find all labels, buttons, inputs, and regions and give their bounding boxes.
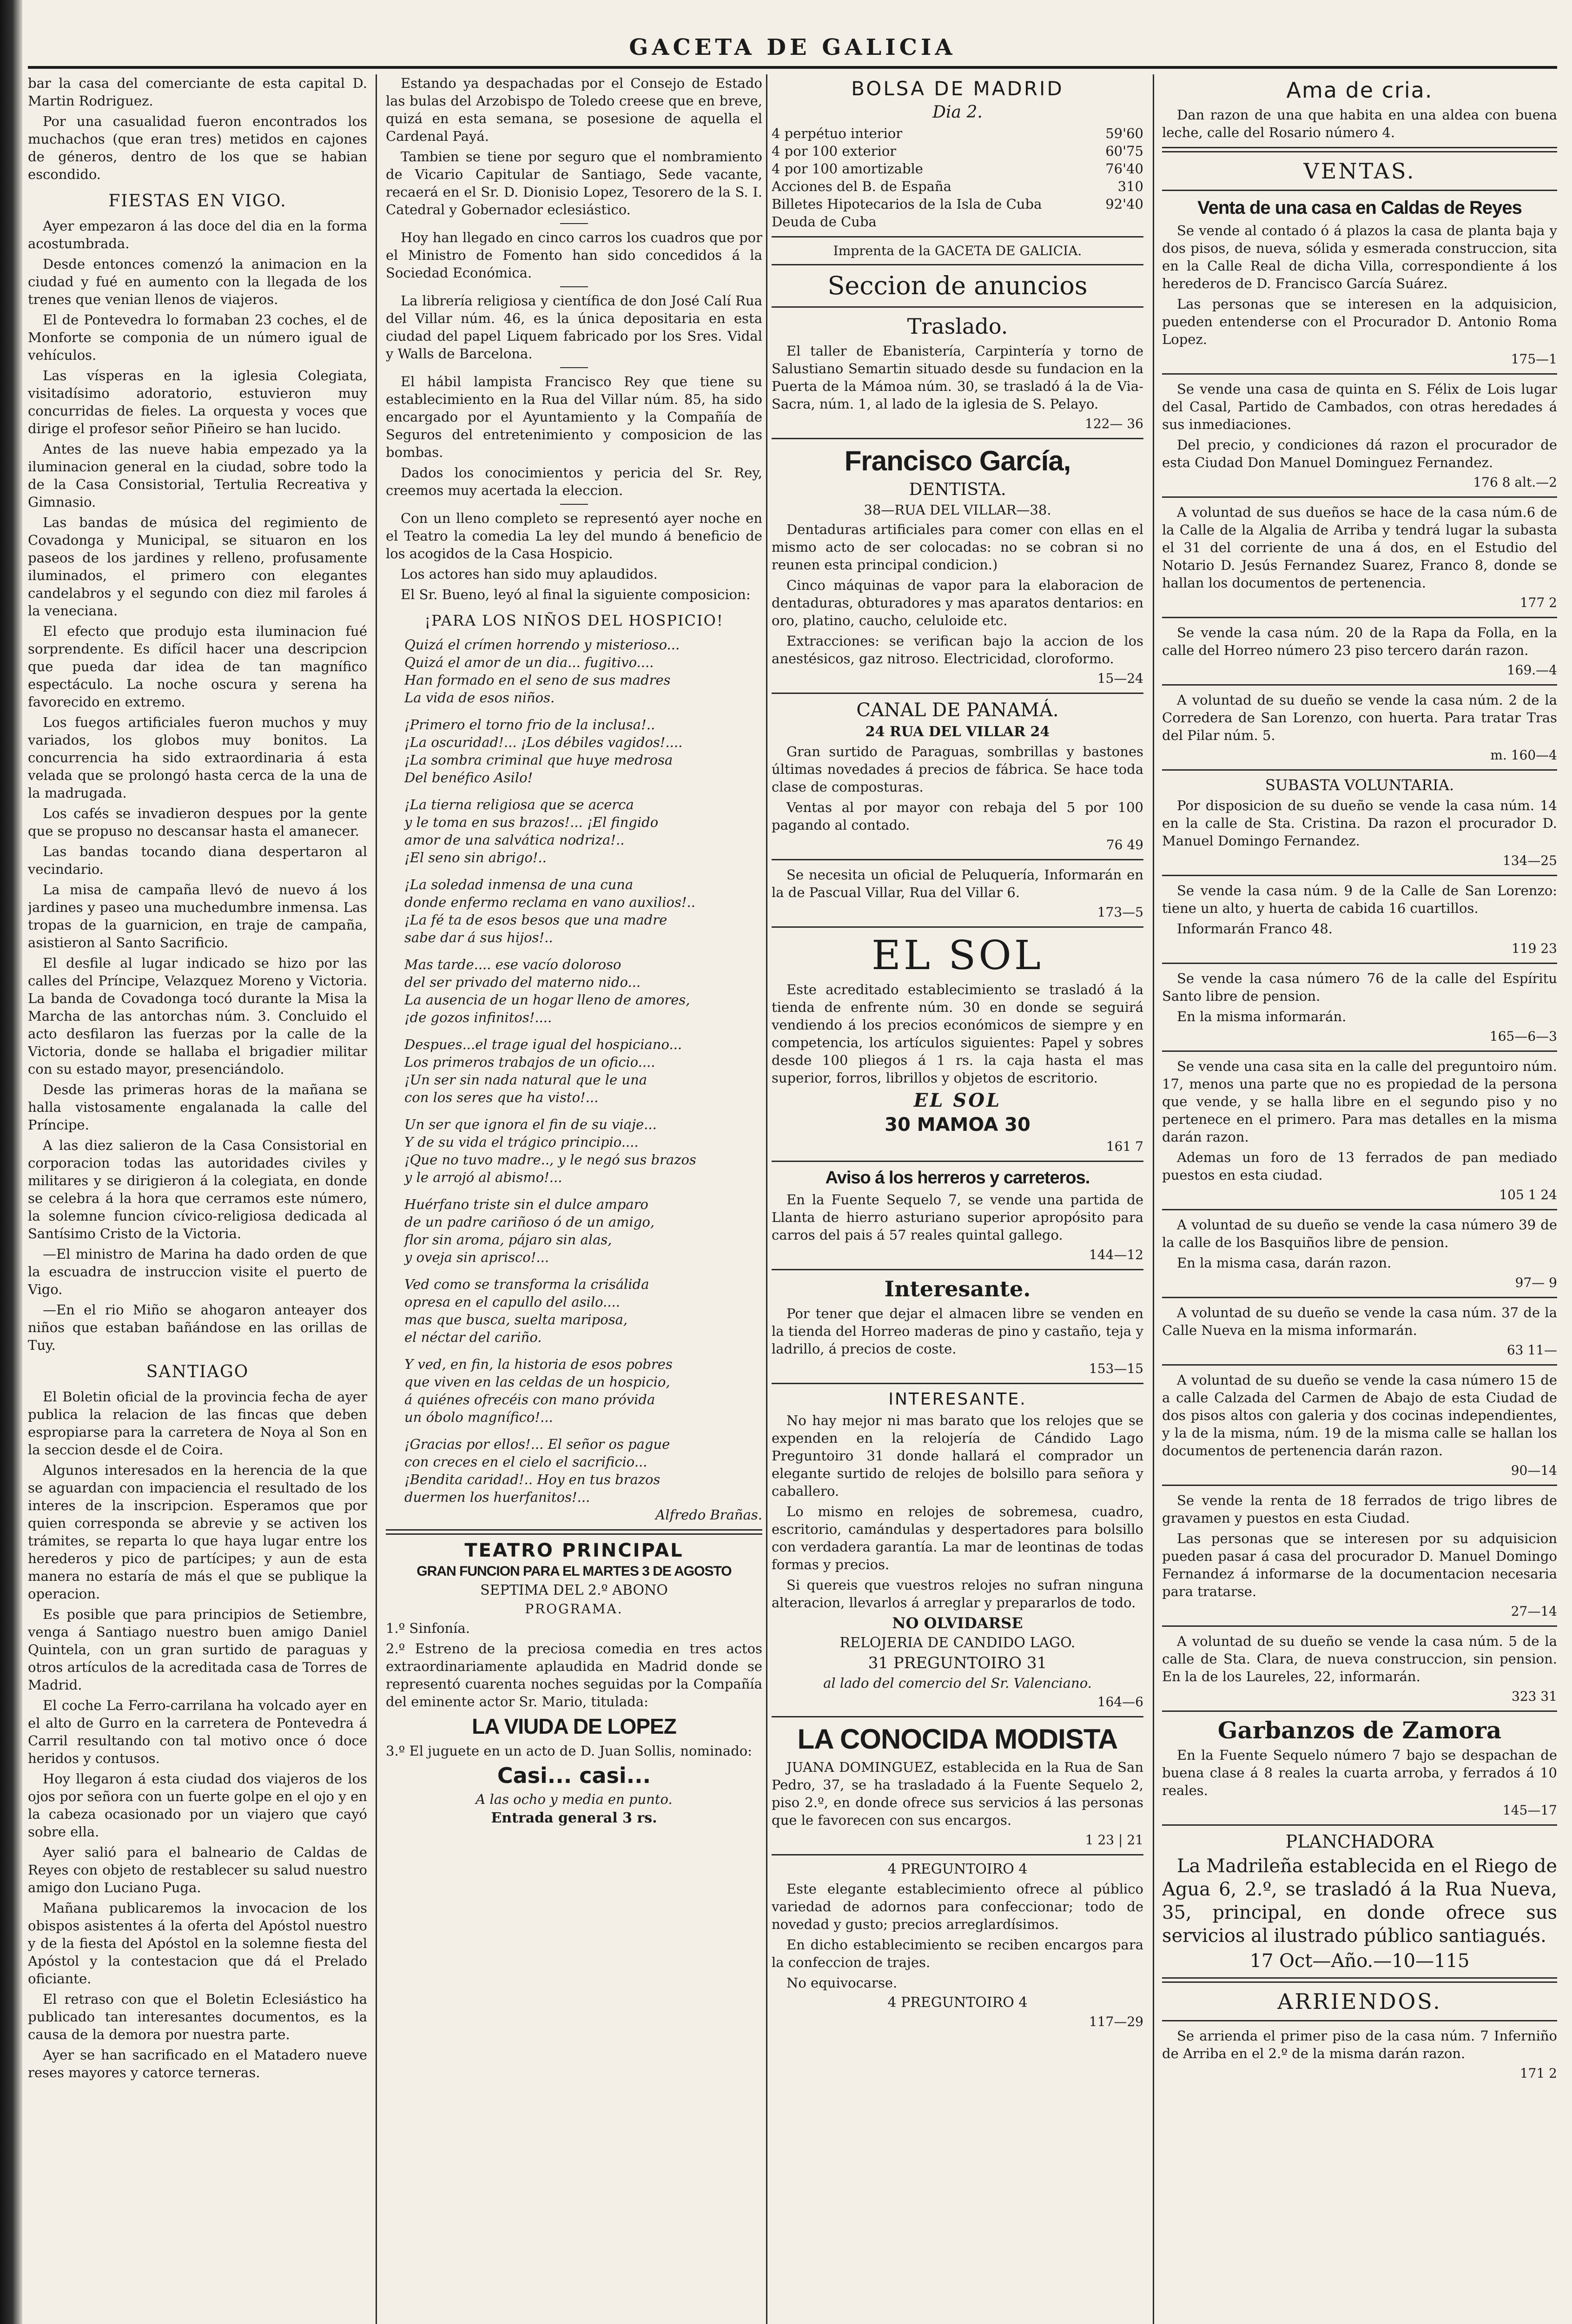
divider <box>1162 1364 1557 1366</box>
subasta-title: SUBASTA VOLUNTARIA. <box>1265 776 1454 794</box>
poem-line: Y de su vida el trágico principio.... <box>404 1134 639 1150</box>
divider <box>560 504 588 505</box>
row-value: 310 <box>1117 178 1143 194</box>
paragraph: Ayer empezaron á las doce del dia en la forma acostumbrada. <box>28 218 367 251</box>
paragraph: En la misma casa, darán razon. <box>1177 1255 1392 1271</box>
table-row <box>772 142 1143 160</box>
paragraph: Por tener que dejar el almacen libre se venden en la tienda del Horreo maderas de pino y castaño, teja y ladrillo, á precios de coste. <box>772 1306 1143 1357</box>
paragraph: Estando ya despachadas por el Consejo de Estado las bulas del Arzobispo de Toledo creese que en breve, quizá en esta semana, se posesione de aquella el Cardenal Payá. <box>386 75 762 144</box>
paragraph: —En el rio Miño se ahogaron anteayer dos niños que estaban bañándose en las orillas de Tuy. <box>28 1302 367 1353</box>
paragraph: Ademas un foro de 13 ferrados de pan mediado puestos en esta ciudad. <box>1162 1149 1557 1183</box>
divider <box>1162 1977 1557 1983</box>
ad-reference: 134—25 <box>1502 853 1557 868</box>
row-label: Deuda de Cuba <box>772 214 877 230</box>
paragraph: A voluntad de su dueño se vende la casa núm. 37 de la Calle Nueva en la misma informarán. <box>1162 1305 1557 1338</box>
poem-line: ¡Un ser sin nada natural que le una <box>404 1072 647 1088</box>
ad-reference: 164—6 <box>1097 1694 1143 1710</box>
divider <box>1162 875 1557 876</box>
paragraph: La misa de campaña llevó de nuevo á los jardines y paseo una muchedumbre inmensa. Las tropas de la guarnicion, en traje de campaña, asistieron al Santo Sacrificio. <box>28 882 367 951</box>
column-3 <box>772 74 1143 2324</box>
poem-line: ¡Bendita caridad!.. Hoy en tus brazos <box>404 1472 661 1487</box>
stanza-gap <box>386 866 762 876</box>
paragraph: El coche La Ferro-carrilana ha volcado ayer en el alto de Gurro en la carretera de Pontevedra á Carril resultando con tal motivo once ó doce heridos y contusos. <box>28 1697 367 1766</box>
paragraph: En dicho establecimiento se reciben encargos para la confeccion de trajes. <box>772 1937 1143 1970</box>
ad-reference: 97— 9 <box>1515 1275 1557 1290</box>
poem-line: mas que busca, suelta mariposa, <box>404 1312 628 1327</box>
column-2 <box>386 74 762 2324</box>
planchadora-ref: 17 Oct—Año.—10—115 <box>1249 1950 1470 1972</box>
divider <box>772 1383 1143 1384</box>
table-row <box>772 125 1143 142</box>
poem-line: con los seres que ha visto!... <box>404 1089 599 1105</box>
garcia-title: Francisco García, <box>844 445 1071 476</box>
garbanzos-title: Garbanzos de Zamora <box>1217 1717 1502 1744</box>
paragraph: Los actores han sido muy aplaudidos. <box>401 566 658 582</box>
paragraph: Los cafés se invadieron despues por la gente que se propuso no descansar hasta el amanecer. <box>28 805 367 839</box>
divider <box>1162 2020 1557 2021</box>
ad-reference: 117—29 <box>1089 2014 1143 2029</box>
ad-reference: 145—17 <box>1502 1802 1557 1818</box>
divider <box>772 1269 1143 1270</box>
paragraph: No hay mejor ni mas barato que los relojes que se expenden en la relojería de Cándido Lago Preguntoiro 31 donde hallará el comprador un elegante surtido de relojes de bolsillo para señora y caballero. <box>772 1413 1143 1499</box>
ad-reference: 15—24 <box>1097 671 1143 686</box>
masthead-title: GACETA DE GALICIA <box>629 34 956 60</box>
aviso-title: Aviso á los herreros y carreteros. <box>825 1168 1090 1188</box>
masthead <box>28 28 1557 70</box>
column-rule <box>376 74 377 2324</box>
ventas-title: VENTAS. <box>1303 158 1416 184</box>
paragraph: Se vende la casa número 76 de la calle del Espíritu Santo libre de pension. <box>1162 971 1557 1004</box>
viuda-title: LA VIUDA DE LOPEZ <box>472 1714 676 1738</box>
traslado-title: Traslado. <box>907 314 1008 339</box>
imprenta-line: Imprenta de la GACETA DE GALICIA. <box>833 243 1082 258</box>
poem-line: con creces en el cielo el sacrificio... <box>404 1454 647 1470</box>
poem-line: Y ved, en fin, la historia de esos pobres <box>404 1356 673 1372</box>
hora-line: A las ocho y media en punto. <box>476 1791 673 1807</box>
stanza-gap <box>386 1346 762 1355</box>
ad-reference: 169.—4 <box>1506 662 1557 678</box>
villar-line: 38—RUA DEL VILLAR—38. <box>864 502 1051 518</box>
section-title-fiestas: FIESTAS EN VIGO. <box>108 191 287 211</box>
poem-line: Han formado en el seno de sus madres <box>404 672 671 688</box>
ad-reference: 165—6—3 <box>1489 1029 1557 1044</box>
poem-line: ¡La soledad inmensa de una cuna <box>404 877 634 892</box>
paragraph: Es posible que para principios de Setiembre, venga á Santiago nuestro buen amigo Daniel Quintela, con un gran surtido de paraguas y otros artículos de la acreditada casa de Torres de Madrid. <box>28 1606 367 1693</box>
preguntoiro-4-line: 4 PREGUNTOIRO 4 <box>887 1994 1028 2011</box>
paragraph: Ventas al por mayor con rebaja del 5 por 100 pagando al contado. <box>772 799 1143 833</box>
stanza-gap <box>386 1426 762 1435</box>
column-rule <box>766 74 767 2324</box>
row-label: 4 perpétuo interior <box>772 125 903 141</box>
paragraph: El desfile al lugar indicado se hizo por las calles del Príncipe, Velazquez Moreno y Victoria. La banda de Covadonga tocó durante la Misa la Marcha de las antorchas núm. 3. Concluido el acto desfilaron las fuerzas por la calle de la Victoria, donde se hallaba el brigadier militar con su estado mayor, presenciándolo. <box>28 955 367 1077</box>
ad-reference: 76 49 <box>1106 837 1143 852</box>
row-label: Acciones del B. de España <box>772 178 951 194</box>
poem-line: amor de una salvática nodriza!.. <box>404 832 625 848</box>
paragraph: Del precio, y condiciones dá razon el procurador de esta Ciudad Don Manuel Dominguez Fernandez. <box>1162 437 1557 470</box>
stanza-gap <box>386 946 762 956</box>
paragraph: Mañana publicaremos la invocacion de los obispos asistentes á la oferta del Apóstol nuestro y de la fiesta del Apóstol en la solemne fiesta del Apóstol y la contestacion que dá el Prelado oficiante. <box>28 1900 367 1987</box>
poem-line: ¡de gozos infinitos!.... <box>404 1010 552 1025</box>
paragraph: A voluntad de su dueño se vende la casa número 39 de la calle de los Basquiños libre de pension. <box>1162 1217 1557 1250</box>
divider <box>560 286 588 287</box>
ad-reference: 173—5 <box>1097 905 1143 920</box>
modista-title: LA CONOCIDA MODISTA <box>797 1723 1118 1755</box>
poem-line: flor sin aroma, pájaro sin alas, <box>404 1232 612 1248</box>
ad-reference: 175—1 <box>1511 351 1557 367</box>
poem-line: Quizá el amor de un dia... fugitivo.... <box>404 654 654 670</box>
valenciano-line: al lado del comercio del Sr. Valenciano. <box>823 1675 1092 1691</box>
poem-line: el néctar del cariño. <box>404 1329 542 1345</box>
bolsa-table <box>772 125 1143 231</box>
paragraph: Dados los conocimientos y pericia del Sr. Rey, creemos muy acertada la eleccion. <box>386 465 762 498</box>
paragraph: Se vende una casa sita en la calle del preguntoiro núm. 17, menos una parte que no es propiedad de la persona que vende, y se halla libre en el segundo piso y no pertenece en el primero. Para mas detalles en la misma darán razon. <box>1162 1058 1557 1145</box>
stanza-gap <box>386 1266 762 1275</box>
paragraph: Este acreditado establecimiento se trasladó á la tienda de enfrente núm. 30 en donde se seguirá vendiendo á los precios económicos de siempre y en competencia, los artículos siguientes: Papel y sobres desde 100 pliegos á 1 rs. la caja hasta el mas superior, forros, librillos y objetos de escritorio. <box>772 982 1143 1086</box>
row-value: 59'60 <box>1105 125 1143 141</box>
arriendos-title: ARRIENDOS. <box>1277 1989 1442 2014</box>
poem-line: de un padre cariñoso ó de un amigo, <box>404 1214 655 1230</box>
row-label: 4 por 100 exterior <box>772 143 897 159</box>
poem-line: Quizá el crímen horrendo y misterioso... <box>404 637 680 653</box>
divider <box>772 1161 1143 1162</box>
divider <box>1162 1485 1557 1486</box>
paragraph: Ayer salió para el balneario de Caldas de Reyes con objeto de restablecer su salud nuestro amigo don Luciano Puga. <box>28 1844 367 1895</box>
stanza-gap <box>386 786 762 796</box>
paragraph: Dan razon de una que habita en una aldea con buena leche, calle del Rosario número 4. <box>1162 107 1557 140</box>
row-label: Billetes Hipotecarios de la Isla de Cuba <box>772 196 1042 212</box>
poem-line: Los primeros trabajos de un oficio.... <box>404 1054 655 1070</box>
paragraph: Se vende la renta de 18 ferrados de trigo libres de gravamen y puestos en esta Ciudad. <box>1162 1492 1557 1526</box>
paragraph: Las vísperas en la iglesia Colegiata, visitadísimo adoratorio, estuvieron muy concurridas de fieles. La orquesta y voces que dirige el profesor señor Piñeiro se han lucido. <box>28 368 367 436</box>
teatro-title: TEATRO PRINCIPAL <box>464 1540 684 1561</box>
preguntoiro-31-line: 31 PREGUNTOIRO 31 <box>868 1654 1047 1672</box>
canal-address: 24 RUA DEL VILLAR 24 <box>865 724 1050 740</box>
paragraph: Se vende la casa núm. 9 de la Calle de San Lorenzo: tiene un alto, y huerta de cabida 16 cuartillos. <box>1162 883 1557 916</box>
mamoa-line: 30 MAMOA 30 <box>885 1114 1030 1136</box>
bolsa-title: BOLSA DE MADRID <box>851 77 1064 100</box>
program-item: 3.º El juguete en un acto de D. Juan Sollis, nominado: <box>386 1743 753 1759</box>
divider <box>772 859 1143 860</box>
paragraph: En la misma informarán. <box>1177 1009 1347 1024</box>
poem-line: ¡Gracias por ellos!... El señor os pague <box>404 1436 670 1452</box>
ama-title: Ama de cria. <box>1286 78 1433 103</box>
paragraph: Extracciones: se verifican bajo la accion de los anestésicos, gaz nitroso. Electricidad, cloroformo. <box>772 633 1143 667</box>
poem-line: del ser privado del materno nido... <box>404 974 641 990</box>
canal-title: CANAL DE PANAMÁ. <box>856 700 1059 721</box>
ad-reference: m. 160—4 <box>1490 747 1557 763</box>
poem-line: y oveja sin aprisco!... <box>404 1249 549 1265</box>
poem-line: ¡La sombra criminal que huye medrosa <box>404 752 673 768</box>
ad-reference: 1 23 | 21 <box>1085 1832 1143 1848</box>
elsol-name: EL SOL <box>913 1089 1002 1111</box>
paragraph: Se vende la casa núm. 20 de la Rapa da Folla, en la calle del Horreo número 23 piso tercero darán razon. <box>1162 625 1557 658</box>
elsol-title: EL SOL <box>872 932 1044 979</box>
divider <box>560 367 588 368</box>
paragraph: A voluntad de su dueño se vende la casa núm. 2 de la Corredera de San Lorenzo, con huerta. Para tratar Tras del Pilar núm. 5. <box>1162 692 1557 743</box>
poem-author: Alfredo Brañas. <box>655 1507 762 1523</box>
relojeria-line: RELOJERIA DE CANDIDO LAGO. <box>839 1635 1076 1651</box>
paragraph: No equivocarse. <box>786 1975 898 1991</box>
entrada-line: Entrada general 3 rs. <box>491 1810 657 1826</box>
paragraph: —El ministro de Marina ha dado orden de que la escuadra de instruccion visite el puerto de Vigo. <box>28 1246 367 1297</box>
interesante2-title: INTERESANTE. <box>888 1390 1027 1409</box>
divider <box>772 1716 1143 1717</box>
table-row <box>772 195 1143 213</box>
scan-edge-shadow <box>0 0 22 2324</box>
olvidarse-line: NO OLVIDARSE <box>892 1614 1023 1632</box>
poem-line: donde enfermo reclama en vano auxilios!.. <box>404 894 695 910</box>
table-row <box>772 160 1143 178</box>
table-row <box>772 178 1143 195</box>
poem <box>386 636 762 1506</box>
paragraph: Las bandas tocando diana despertaron al vecindario. <box>28 844 367 877</box>
ad-reference: 171 2 <box>1519 2066 1557 2081</box>
preguntoiro-4-line: 4 PREGUNTOIRO 4 <box>887 1861 1028 1877</box>
paragraph: Hoy han llegado en cinco carros los cuadros que por el Ministro de Fomento han sido concedidos á la Sociedad Económica. <box>386 230 762 281</box>
poem-line: Ved como se transforma la crisálida <box>404 1276 649 1292</box>
ad-reference: 105 1 24 <box>1499 1187 1557 1202</box>
stanza-gap <box>386 1026 762 1036</box>
ad-reference: 122— 36 <box>1085 416 1143 431</box>
paragraph: La Madrileña establecida en el Riego de Agua 6, 2.º, se trasladó á la Rua Nueva, 35, principal, en donde ofrece sus servicios al ilustrado público santiagués. <box>1162 1855 1557 1947</box>
row-value: 76'40 <box>1105 161 1143 177</box>
ad-reference: 90—14 <box>1511 1463 1557 1478</box>
paragraph: Tambien se tiene por seguro que el nombramiento de Vicario Capitular de Santiago, Sede vacante, recaerá en el Sr. D. Dionisio Lopez, Tesorero de la S. I. Catedral y Gobernador eclesiástico. <box>386 149 762 218</box>
paragraph: Si quereis que vuestros relojes no sufran ninguna alteracion, llevarlos á arreglar y prepararlos de todo. <box>772 1577 1143 1611</box>
paragraph: Se necesita un oficial de Peluquería, Informarán en la de Pascual Villar, Rua del Villar 6. <box>772 867 1143 900</box>
paragraph: Se vende al contado ó á plazos la casa de planta baja y dos pisos, de nueva, sólida y esmerada construccion, sita en la Calle Real de dicha Villa, correspondiente á los herederos de D. Francisco García Suárez. <box>1162 223 1557 291</box>
divider <box>1162 684 1557 686</box>
divider <box>772 438 1143 439</box>
poem-line: un óbolo magnífico!... <box>404 1409 553 1425</box>
ad-reference: 153—15 <box>1089 1361 1143 1376</box>
divider <box>1162 190 1557 191</box>
table-row <box>772 213 1143 231</box>
septima-line: SEPTIMA DEL 2.º ABONO <box>480 1582 668 1598</box>
paragraph: Con un lleno completo se representó ayer noche en el Teatro la comedia La ley del mundo á beneficio de los acogidos de la Casa Hospicio. <box>386 510 762 561</box>
paragraph: Por disposicion de su dueño se vende la casa núm. 14 en la calle de Sta. Cristina. Da razon el procurador D. Manuel Domingo Fernandez. <box>1162 798 1557 849</box>
paragraph: Informarán Franco 48. <box>1177 921 1333 937</box>
row-value: 92'40 <box>1105 196 1143 212</box>
divider <box>1162 1297 1557 1298</box>
row-value: 60'75 <box>1105 143 1143 159</box>
poem-line: ¡Que no tuvo madre.., y le negó sus brazos <box>404 1152 696 1168</box>
column-1 <box>28 74 367 2324</box>
paragraph: En la Fuente Sequelo 7, se vende una partida de Llanta de hierro asturiano superior apropósito para carros del pais á 57 reales quintal gallego. <box>772 1192 1143 1243</box>
poem-line: ¡La fé ta de esos besos que una madre <box>404 912 667 928</box>
poem-line: ¡Primero el torno frio de la inclusa!.. <box>404 717 655 733</box>
poem-line: La vida de esos niños. <box>404 690 555 706</box>
seccion-anuncios-title: Seccion de anuncios <box>827 271 1088 300</box>
paragraph: Las personas que se interesen por su adquisicion pueden pasar á casa del procurador D. Manuel Domingo Fernandez á informarse de la documentacion necesaria para tratarse. <box>1162 1531 1557 1599</box>
divider <box>1162 1209 1557 1210</box>
paragraph: Dentaduras artificiales para comer con ellas en el mismo acto de ser colocadas: no se cobran si no reunen esta principal condicion.) <box>772 522 1143 573</box>
poem-line: opresa en el capullo del asilo.... <box>404 1294 620 1310</box>
divider <box>1162 1824 1557 1826</box>
paragraph: Hoy llegaron á esta ciudad dos viajeros de los ojos por señora con un fuerte golpe en el ojo y en la cabeza ocasionado por un viajero que cayó sobre ella. <box>28 1771 367 1840</box>
paragraph: El efecto que produjo esta iluminacion fué sorprendente. Es difícil hacer una descripcion que pueda dar idea de tan magnífico espectáculo. La noche oscura y serena ha favorecido en extremo. <box>28 623 367 710</box>
venta-caldas-title: Venta de una casa en Caldas de Reyes <box>1197 198 1522 218</box>
poem-line: que viven en las celdas de un hospicio, <box>404 1374 670 1390</box>
divider <box>772 306 1143 308</box>
dentista-title: DENTISTA. <box>909 480 1006 499</box>
ad-reference: 161 7 <box>1106 1139 1143 1154</box>
paragraph: Gran surtido de Paraguas, sombrillas y bastones últimas novedades á precios de fábrica. Se hace toda clase de composturas. <box>772 744 1143 795</box>
paragraph: Las bandas de música del regimiento de Covadonga y Municipal, se situaron en los paseos de los jardines y relleno, profusamente iluminados, el primero con elegantes candelabros y el segundo con diez mil faroles á la veneciana. <box>28 515 367 619</box>
casi-title: Casi... casi... <box>497 1763 651 1788</box>
interesante-title: Interesante. <box>884 1276 1031 1301</box>
paragraph: A voluntad de su dueño se vende la casa número 15 de a calle Calzada del Carmen de Abajo de esta Ciudad de dos pisos altos con galeria y dos cocinas independientes, y la de la misma, núm. 19 de la misma calle se hallan los documentos de pertenencia darán razon. <box>1162 1372 1557 1459</box>
poem-line: duermen los huerfanitos!... <box>404 1489 590 1505</box>
paragraph: El hábil lampista Francisco Rey que tiene su establecimiento en la Rua del Villar núm. 85, ha sido encargado por el Ayuntamiento y la Compañía de Seguros del entretenimiento y composicion de las bombas. <box>386 374 762 460</box>
paragraph: A voluntad de su dueño se vende la casa núm. 5 de la calle de Sta. Clara, de nueva construccion, sin pension. En la de los Laureles, 22, informarán. <box>1162 1633 1557 1684</box>
paragraph: La librería religiosa y científica de don José Calí Rua del Villar núm. 46, es la única depositaria en esta ciudad del papel Liquem fabricado por los Sres. Vidal y Walls de Barcelona. <box>386 293 762 362</box>
divider <box>1162 963 1557 964</box>
paragraph: Por una casualidad fueron encontrados los muchachos (que eran tres) metidos en cajones de géneros, dentro de los que se habian escondido. <box>28 113 367 182</box>
divider <box>772 264 1143 265</box>
poem-line: sabe dar á sus hijos!.. <box>404 930 553 945</box>
section-title-santiago: SANTIAGO <box>146 1362 249 1381</box>
paragraph: El retraso con que el Boletin Eclesiástico ha publicado tan interesantes documentos, es la causa de la demora por nuestra parte. <box>28 1991 367 2042</box>
paragraph: Desde las primeras horas de la mañana se halla vistosamente engalanada la calle del Príncipe. <box>28 1082 367 1133</box>
paragraph: Se vende una casa de quinta en S. Félix de Lois lugar del Casal, Partido de Cambados, con otras heredades á sus inmediaciones. <box>1162 381 1557 432</box>
row-label: 4 por 100 amortizable <box>772 161 923 177</box>
paragraph: El Boletin oficial de la provincia fecha de ayer publica la relacion de las fincas que deben espropiarse para la carretera de Noya al Son en la seccion desde el de Coira. <box>28 1389 367 1458</box>
column-4 <box>1162 74 1557 2324</box>
poem-line: ¡La tierna religiosa que se acerca <box>404 797 634 812</box>
divider <box>1162 1050 1557 1052</box>
programa-line: PROGRAMA. <box>525 1601 623 1617</box>
paragraph: El de Pontevedra lo formaban 23 coches, el de Monforte se componia de un número igual de vehículos. <box>28 312 367 363</box>
paragraph: A voluntad de sus dueños se hace de la casa núm.6 de la Calle de la Algalia de Arriba y tendrá lugar la subasta el 31 del corriente de una á dos, en el Estudio del Notario D. Jesús Fernandez Suarez, Franco 8, donde se hallan los documentos de pertenencia. <box>1162 504 1557 591</box>
poem-line: Un ser que ignora el fin de su viaje... <box>404 1116 657 1132</box>
divider <box>1162 147 1557 152</box>
paragraph: Se arrienda el primer piso de la casa núm. 7 Inferniño de Arriba en el 2.º de la misma darán razon. <box>1162 2028 1557 2061</box>
poem-line: ¡La oscuridad!... ¡Los débiles vagidos!.... <box>404 734 683 750</box>
paragraph: Lo mismo en relojes de sobremesa, cuadro, escritorio, camándulas y despertadores para bolsillo con verdadera garantía. La mar de leontinas de todas formas y precios. <box>772 1504 1143 1572</box>
poem-line: Huérfano triste sin el dulce amparo <box>404 1196 648 1212</box>
stanza-gap <box>386 1186 762 1195</box>
paragraph: Algunos interesados en la herencia de la que se aguardan con impaciencia el resultado de los interes de la inscripcion. Esperamos que por quien corresponda se abrevie y se activen los trámites, se reparta lo que haya lugar entre los herederos y pico de partícipes; y aun de esta manera no estaría de más el que se publique la operacion. <box>28 1462 367 1602</box>
ad-reference: 144—12 <box>1089 1247 1143 1262</box>
planchadora-title: PLANCHADORA <box>1285 1831 1434 1852</box>
poem-line: á quiénes ofrecéis con mano próvida <box>404 1392 655 1407</box>
divider <box>1162 1710 1557 1712</box>
column-rule <box>1153 74 1154 2324</box>
paragraph: Antes de las nueve habia empezado ya la iluminacion general en la ciudad, sobre todo la de la Casa Consistorial, Tertulia Recreativa y Gimnasio. <box>28 441 367 510</box>
divider <box>1162 496 1557 498</box>
ad-reference: 27—14 <box>1511 1604 1557 1619</box>
paragraph: JUANA DOMINGUEZ, establecida en la Rua de San Pedro, 37, se ha trasladado á la Fuente Sequelo 2, piso 2.º, en donde ofrece sus servicios á las personas que le favorecen con sus encargos. <box>772 1759 1143 1828</box>
paragraph: Este elegante establecimiento ofrece al público variedad de adornos para confeccionar; todo de novedad y gusto; precios arreglardísimos. <box>772 1881 1143 1932</box>
paragraph: Las personas que se interesen en la adquisicion, pueden entenderse con el Procurador D. Antonio Roma Lopez. <box>1162 296 1557 347</box>
poem-line: Del benéfico Asilo! <box>404 770 533 786</box>
funcion-line: GRAN FUNCION PARA EL MARTES 3 DE AGOSTO <box>416 1564 732 1579</box>
program-item: 1.º Sinfonía. <box>386 1620 470 1636</box>
paragraph: El taller de Ebanistería, Carpintería y torno de Salustiano Semartin situado desde su fundacion en la Puerta de la Mámoa núm. 30, se trasladó á la de Via-Sacra, núm. 1, al lado de la iglesia de S. Pelayo. <box>772 343 1143 412</box>
ad-reference: 176 8 alt.—2 <box>1473 475 1557 490</box>
divider <box>1162 1625 1557 1627</box>
bolsa-date: Dia 2. <box>932 103 983 122</box>
divider <box>772 693 1143 694</box>
divider <box>560 223 588 224</box>
poem-line: ¡El seno sin abrigo!.. <box>404 850 547 865</box>
poem-line: y le arrojó al abismo!... <box>404 1169 562 1185</box>
paragraph: Ayer se han sacrificado en el Matadero nueve reses mayores y catorce terneras. <box>28 2047 367 2080</box>
paragraph: Desde entonces comenzó la animacion en la ciudad y fué en aumento con la llegada de los trenes que venian llenos de viajeros. <box>28 256 367 307</box>
stanza-gap <box>386 706 762 716</box>
divider <box>1162 769 1557 771</box>
poem-line: Mas tarde.... ese vacío doloroso <box>404 957 621 972</box>
divider <box>772 1854 1143 1855</box>
ad-reference: 323 31 <box>1512 1689 1557 1704</box>
paragraph: Los fuegos artificiales fueron muchos y muy variados, los globos muy bonitos. La concurrencia ha sido extraordinaria á esta velada que se prolongó hasta cerca de la una de la madrugada. <box>28 714 367 801</box>
poem-line: y le toma en sus brazos!... ¡El fingido <box>404 814 659 830</box>
poem-line: La ausencia de un hogar lleno de amores, <box>404 992 690 1008</box>
poem-title: ¡PARA LOS NIÑOS DEL HOSPICIO! <box>424 612 724 629</box>
paragraph: Cinco máquinas de vapor para la elaboracion de dentaduras, obturadores y mas aparatos dentarios: en oro, platino, caucho, celuloide etc. <box>772 577 1143 628</box>
masthead-rule <box>28 66 1557 69</box>
stanza-gap <box>386 1106 762 1116</box>
divider <box>1162 617 1557 618</box>
paragraph: El Sr. Bueno, leyó al final la siguiente composicion: <box>401 587 751 602</box>
divider <box>386 1529 762 1535</box>
program-item: 2.º Estreno de la preciosa comedia en tres actos extraordinariamente aplaudida en Madrid donde se representó cuarenta noches seguidas por la Compañía del eminente actor Sr. Mario, titulada: <box>386 1641 762 1710</box>
ad-reference: 119 23 <box>1512 941 1557 956</box>
divider <box>1162 373 1557 375</box>
paragraph: A las diez salieron de la Casa Consistorial en corporacion todas las autoridades civiles y militares y se dirigieron á la colegiata, en donde se celebra á la hora que cerramos este número, la solemne funcion cívico-religiosa dedicada al Santísimo Cristo de la Victoria. <box>28 1137 367 1241</box>
divider <box>772 926 1143 928</box>
ad-reference: 63 11— <box>1506 1342 1557 1358</box>
paragraph: En la Fuente Sequelo número 7 bajo se despachan de buena clase á 8 reales la cuarta arroba, y ferrados á 10 reales. <box>1162 1747 1557 1798</box>
paragraph: bar la casa del comerciante de esta capital D. Martin Rodriguez. <box>28 75 367 109</box>
divider <box>772 236 1143 238</box>
poem-line: Despues...el trage igual del hospiciano... <box>404 1037 682 1052</box>
ad-reference: 177 2 <box>1519 595 1557 610</box>
